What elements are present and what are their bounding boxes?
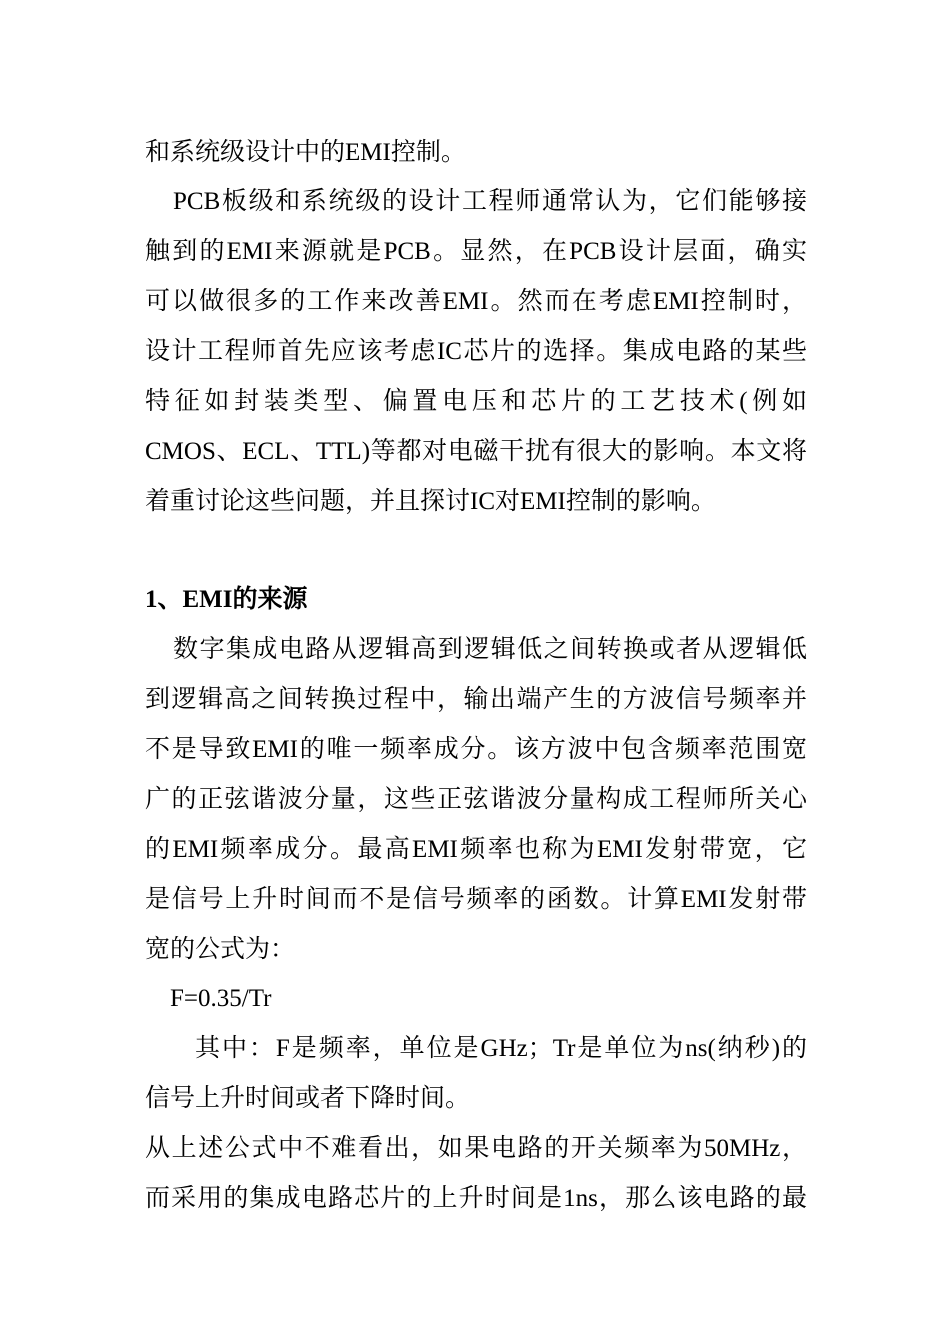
text-line: 的EMI频率成分。最高EMI频率也称为EMI发射带宽，它: [145, 836, 807, 863]
text-line: 可以做很多的工作来改善EMI。然而在考虑EMI控制时，: [145, 288, 807, 315]
text-line: 到逻辑高之间转换过程中，输出端产生的方波信号频率并: [145, 686, 807, 713]
text-line: 信号上升时间或者下降时间。: [145, 1085, 471, 1112]
text-line: 触到的EMI来源就是PCB。显然，在PCB设计层面，确实: [145, 238, 807, 265]
text-line: 特征如封装类型、偏置电压和芯片的工艺技术(例如: [145, 388, 807, 415]
section-heading: 1、EMI的来源: [145, 586, 308, 613]
text-line: 从上述公式中不难看出，如果电路的开关频率为50MHz，: [145, 1135, 807, 1162]
text-line: 而采用的集成电路芯片的上升时间是1ns，那么该电路的最: [145, 1185, 807, 1212]
text-line: 着重讨论这些问题，并且探讨IC对EMI控制的影响。: [145, 488, 716, 515]
text-line: 和系统级设计中的EMI控制。: [145, 139, 466, 166]
text-line: 宽的公式为：: [145, 936, 296, 963]
formula-line: F=0.35/Tr: [170, 985, 272, 1012]
paragraph-first-line: PCB板级和系统级的设计工程师通常认为，它们能够接: [173, 188, 807, 215]
text-line: CMOS、ECL、TTL)等都对电磁干扰有很大的影响。本文将: [145, 438, 807, 465]
text-line: 设计工程师首先应该考虑IC芯片的选择。集成电路的某些: [145, 338, 807, 365]
text-line: 是信号上升时间而不是信号频率的函数。计算EMI发射带: [145, 886, 807, 913]
text-line: 不是导致EMI的唯一频率成分。该方波中包含频率范围宽: [145, 736, 807, 763]
paragraph-first-line: 其中：F是频率，单位是GHz；Tr是单位为ns(纳秒)的: [195, 1035, 807, 1062]
paragraph-first-line: 数字集成电路从逻辑高到逻辑低之间转换或者从逻辑低: [173, 636, 807, 663]
text-line: 广的正弦谐波分量，这些正弦谐波分量构成工程师所关心: [145, 786, 807, 813]
